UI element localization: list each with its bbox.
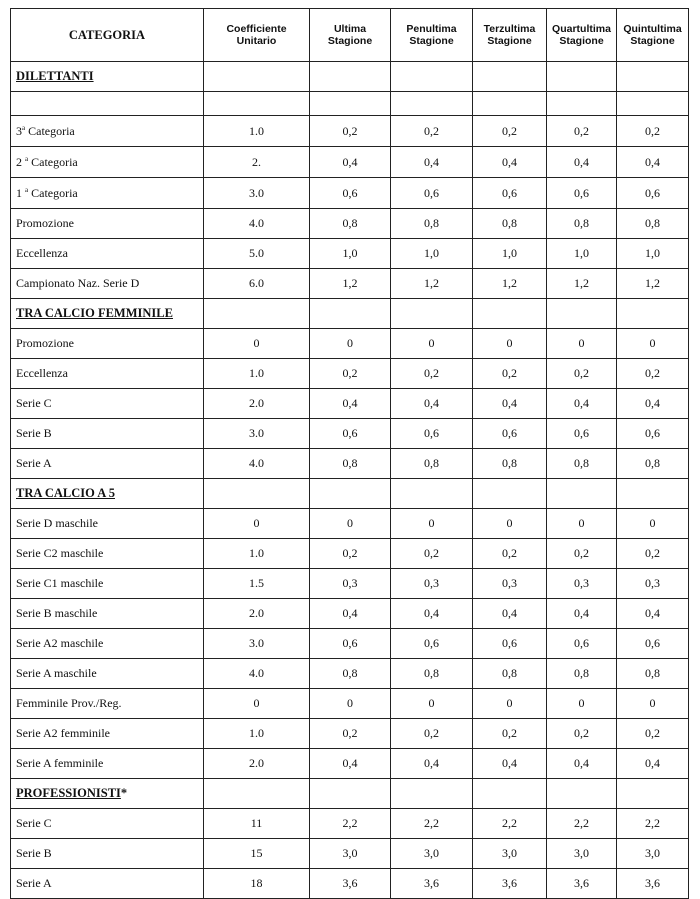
season-value: 0	[473, 329, 547, 359]
season-value: 0,6	[547, 419, 617, 449]
row-label: Serie C	[11, 809, 204, 839]
coefficient-value: 0	[204, 689, 310, 719]
table-row	[11, 869, 689, 899]
season-value: 0	[473, 689, 547, 719]
row-label: Eccellenza	[11, 359, 204, 389]
row-label: Femminile Prov./Reg.	[11, 689, 204, 719]
season-value: 0,4	[473, 599, 547, 629]
empty-cell	[617, 92, 689, 116]
season-value: 0,2	[617, 116, 689, 147]
empty-cell	[391, 62, 473, 92]
row-label: Serie A	[11, 449, 204, 479]
season-value: 1,0	[473, 239, 547, 269]
season-value: 2,2	[617, 809, 689, 839]
header-penultima: Penultima Stagione	[391, 9, 473, 62]
season-value: 0,2	[310, 539, 391, 569]
header-quartultima: Quartultima Stagione	[547, 9, 617, 62]
empty-cell	[547, 62, 617, 92]
coefficient-value: 1.0	[204, 116, 310, 147]
empty-cell	[391, 779, 473, 809]
table-row	[11, 116, 689, 147]
season-value: 0,6	[473, 629, 547, 659]
row-label: Serie B maschile	[11, 599, 204, 629]
season-value: 0,8	[473, 209, 547, 239]
season-value: 0	[391, 689, 473, 719]
coefficients-table	[10, 8, 689, 899]
season-value: 0,6	[310, 178, 391, 209]
season-value: 0,6	[391, 629, 473, 659]
season-value: 0,6	[547, 629, 617, 659]
empty-cell	[473, 92, 547, 116]
season-value: 0,4	[473, 147, 547, 178]
season-value: 0,6	[617, 419, 689, 449]
season-value: 0,4	[617, 599, 689, 629]
row-label: 3$^a$ Categoria	[11, 116, 204, 147]
season-value: 0,6	[310, 629, 391, 659]
season-value: 3,0	[617, 839, 689, 869]
season-value: 0,8	[547, 659, 617, 689]
season-value: 3,0	[547, 839, 617, 869]
table-body	[11, 62, 689, 899]
season-value: 0	[617, 509, 689, 539]
empty-cell	[310, 779, 391, 809]
season-value: 0,6	[391, 178, 473, 209]
season-value: 0,6	[473, 419, 547, 449]
empty-cell	[617, 479, 689, 509]
season-value: 0,4	[617, 147, 689, 178]
table-row	[11, 239, 689, 269]
empty-cell	[310, 62, 391, 92]
season-value: 0,4	[391, 147, 473, 178]
coefficient-value: 1.5	[204, 569, 310, 599]
season-value: 0,2	[617, 359, 689, 389]
empty-cell	[204, 299, 310, 329]
row-label: Promozione	[11, 329, 204, 359]
row-label: Serie A2 femminile	[11, 719, 204, 749]
season-value: 0,4	[547, 389, 617, 419]
season-value: 0,8	[473, 449, 547, 479]
table-row	[11, 269, 689, 299]
season-value: 0,2	[391, 539, 473, 569]
empty-cell	[310, 299, 391, 329]
section-title: DILETTANTI	[11, 62, 204, 92]
empty-cell	[204, 62, 310, 92]
season-value: 0,4	[310, 147, 391, 178]
season-value: 0	[547, 329, 617, 359]
coefficient-value: 4.0	[204, 209, 310, 239]
season-value: 0,8	[310, 659, 391, 689]
empty-cell	[617, 62, 689, 92]
season-value: 0,6	[617, 178, 689, 209]
season-value: 0	[547, 509, 617, 539]
table-row	[11, 539, 689, 569]
season-value: 0,3	[310, 569, 391, 599]
season-value: 0	[473, 509, 547, 539]
section-header-row	[11, 62, 689, 92]
season-value: 0,4	[310, 749, 391, 779]
coefficients-table-wrapper	[10, 8, 688, 899]
table-row	[11, 359, 689, 389]
season-value: 0,2	[473, 539, 547, 569]
season-value: 0,2	[547, 116, 617, 147]
season-value: 0,3	[547, 569, 617, 599]
empty-cell	[391, 299, 473, 329]
table-row	[11, 449, 689, 479]
coefficient-value: 2.0	[204, 389, 310, 419]
empty-cell	[617, 779, 689, 809]
season-value: 0,8	[391, 209, 473, 239]
season-value: 0,8	[310, 209, 391, 239]
empty-cell	[473, 299, 547, 329]
season-value: 0,2	[391, 116, 473, 147]
row-label: Serie A femminile	[11, 749, 204, 779]
season-value: 0,4	[547, 147, 617, 178]
season-value: 0,2	[547, 359, 617, 389]
season-value: 1,2	[310, 269, 391, 299]
season-value: 0,2	[310, 719, 391, 749]
season-value: 0,4	[310, 389, 391, 419]
coefficient-value: 4.0	[204, 659, 310, 689]
empty-cell	[310, 92, 391, 116]
season-value: 0,2	[473, 359, 547, 389]
table-row	[11, 569, 689, 599]
season-value: 0,3	[391, 569, 473, 599]
coefficient-value: 15	[204, 839, 310, 869]
season-value: 0,6	[310, 419, 391, 449]
season-value: 0,4	[617, 389, 689, 419]
season-value: 1,2	[391, 269, 473, 299]
season-value: 3,6	[547, 869, 617, 899]
spacer-row	[11, 92, 689, 116]
row-label: 1 $^a$ Categoria	[11, 178, 204, 209]
empty-cell	[204, 92, 310, 116]
season-value: 0,2	[617, 719, 689, 749]
season-value: 1,2	[473, 269, 547, 299]
row-label: Serie D maschile	[11, 509, 204, 539]
season-value: 3,0	[391, 839, 473, 869]
empty-cell	[473, 479, 547, 509]
empty-cell	[547, 779, 617, 809]
season-value: 3,6	[617, 869, 689, 899]
season-value: 0,4	[547, 599, 617, 629]
season-value: 0,6	[391, 419, 473, 449]
row-label: Serie C	[11, 389, 204, 419]
table-row	[11, 209, 689, 239]
season-value: 1,0	[391, 239, 473, 269]
coefficient-value: 3.0	[204, 419, 310, 449]
empty-cell	[391, 92, 473, 116]
season-value: 0,4	[391, 749, 473, 779]
row-label: Serie C1 maschile	[11, 569, 204, 599]
table-row	[11, 419, 689, 449]
coefficient-value: 1.0	[204, 539, 310, 569]
table-row	[11, 689, 689, 719]
season-value: 0,2	[310, 359, 391, 389]
section-title: TRA CALCIO A 5	[11, 479, 204, 509]
season-value: 0,4	[473, 389, 547, 419]
header-terzultima: Terzultima Stagione	[473, 9, 547, 62]
header-ultima: Ultima Stagione	[310, 9, 391, 62]
season-value: 2,2	[391, 809, 473, 839]
season-value: 0,3	[617, 569, 689, 599]
season-value: 0,2	[617, 539, 689, 569]
season-value: 1,0	[547, 239, 617, 269]
header-row	[11, 9, 689, 62]
empty-cell	[204, 479, 310, 509]
table-row	[11, 629, 689, 659]
empty-cell	[547, 92, 617, 116]
coefficient-value: 2.	[204, 147, 310, 178]
season-value: 0,8	[617, 659, 689, 689]
row-label: Serie A	[11, 869, 204, 899]
season-value: 0	[310, 689, 391, 719]
coefficient-value: 3.0	[204, 629, 310, 659]
season-value: 3,6	[310, 869, 391, 899]
season-value: 1,0	[617, 239, 689, 269]
row-label: Serie A maschile	[11, 659, 204, 689]
coefficient-value: 1.0	[204, 719, 310, 749]
empty-cell	[547, 299, 617, 329]
coefficient-value: 4.0	[204, 449, 310, 479]
row-label: Promozione	[11, 209, 204, 239]
table-row	[11, 329, 689, 359]
season-value: 3,0	[310, 839, 391, 869]
row-label: Serie A2 maschile	[11, 629, 204, 659]
season-value: 0,4	[473, 749, 547, 779]
season-value: 0	[310, 509, 391, 539]
table-row	[11, 839, 689, 869]
season-value: 2,2	[310, 809, 391, 839]
season-value: 1,0	[310, 239, 391, 269]
table-row	[11, 809, 689, 839]
season-value: 0,4	[391, 599, 473, 629]
season-value: 0	[310, 329, 391, 359]
row-label: Serie B	[11, 839, 204, 869]
coefficient-value: 2.0	[204, 599, 310, 629]
season-value: 0,8	[473, 659, 547, 689]
season-value: 0,2	[310, 116, 391, 147]
season-value: 0	[617, 329, 689, 359]
season-value: 0,6	[617, 629, 689, 659]
season-value: 0,2	[547, 719, 617, 749]
coefficient-value: 3.0	[204, 178, 310, 209]
section-header-row	[11, 299, 689, 329]
season-value: 0,2	[473, 116, 547, 147]
coefficient-value: 0	[204, 329, 310, 359]
empty-cell	[310, 479, 391, 509]
season-value: 0,2	[391, 719, 473, 749]
coefficient-value: 11	[204, 809, 310, 839]
season-value: 0	[617, 689, 689, 719]
header-quintultima: Quintultima Stagione	[617, 9, 689, 62]
season-value: 0,8	[617, 209, 689, 239]
header-coefficiente: Coefficiente Unitario	[204, 9, 310, 62]
season-value: 0,2	[547, 539, 617, 569]
table-row	[11, 659, 689, 689]
season-value: 0	[391, 509, 473, 539]
row-label: Serie B	[11, 419, 204, 449]
season-value: 0,2	[391, 359, 473, 389]
season-value: 0,3	[473, 569, 547, 599]
coefficient-value: 0	[204, 509, 310, 539]
coefficient-value: 5.0	[204, 239, 310, 269]
season-value: 0,8	[391, 449, 473, 479]
empty-cell	[547, 479, 617, 509]
row-label: Eccellenza	[11, 239, 204, 269]
empty-cell	[391, 479, 473, 509]
season-value: 2,2	[473, 809, 547, 839]
table-row	[11, 719, 689, 749]
table-row	[11, 509, 689, 539]
row-label: 2 $^a$ Categoria	[11, 147, 204, 178]
season-value: 2,2	[547, 809, 617, 839]
coefficient-value: 2.0	[204, 749, 310, 779]
season-value: 0,8	[391, 659, 473, 689]
season-value: 0,8	[617, 449, 689, 479]
season-value: 0	[391, 329, 473, 359]
table-row	[11, 147, 689, 178]
coefficient-value: 6.0	[204, 269, 310, 299]
season-value: 1,2	[617, 269, 689, 299]
table-row	[11, 599, 689, 629]
empty-cell	[473, 779, 547, 809]
season-value: 0,8	[547, 449, 617, 479]
section-header-row	[11, 779, 689, 809]
season-value: 0	[547, 689, 617, 719]
section-header-row	[11, 479, 689, 509]
season-value: 0,4	[391, 389, 473, 419]
section-title: TRA CALCIO FEMMINILE	[11, 299, 204, 329]
season-value: 0,4	[310, 599, 391, 629]
season-value: 3,6	[473, 869, 547, 899]
empty-cell	[617, 299, 689, 329]
season-value: 0,4	[547, 749, 617, 779]
season-value: 3,6	[391, 869, 473, 899]
table-row	[11, 389, 689, 419]
section-title: PROFESSIONISTI*	[11, 779, 204, 809]
coefficient-value: 18	[204, 869, 310, 899]
season-value: 0,2	[473, 719, 547, 749]
season-value: 3,0	[473, 839, 547, 869]
coefficient-value: 1.0	[204, 359, 310, 389]
header-categoria: CATEGORIA	[11, 9, 204, 62]
season-value: 0,6	[473, 178, 547, 209]
season-value: 1,2	[547, 269, 617, 299]
table-row	[11, 749, 689, 779]
row-label: Campionato Naz. Serie D	[11, 269, 204, 299]
row-label: Serie C2 maschile	[11, 539, 204, 569]
season-value: 0,4	[617, 749, 689, 779]
empty-cell	[473, 62, 547, 92]
empty-cell	[11, 92, 204, 116]
table-row	[11, 178, 689, 209]
season-value: 0,6	[547, 178, 617, 209]
season-value: 0,8	[547, 209, 617, 239]
empty-cell	[204, 779, 310, 809]
season-value: 0,8	[310, 449, 391, 479]
